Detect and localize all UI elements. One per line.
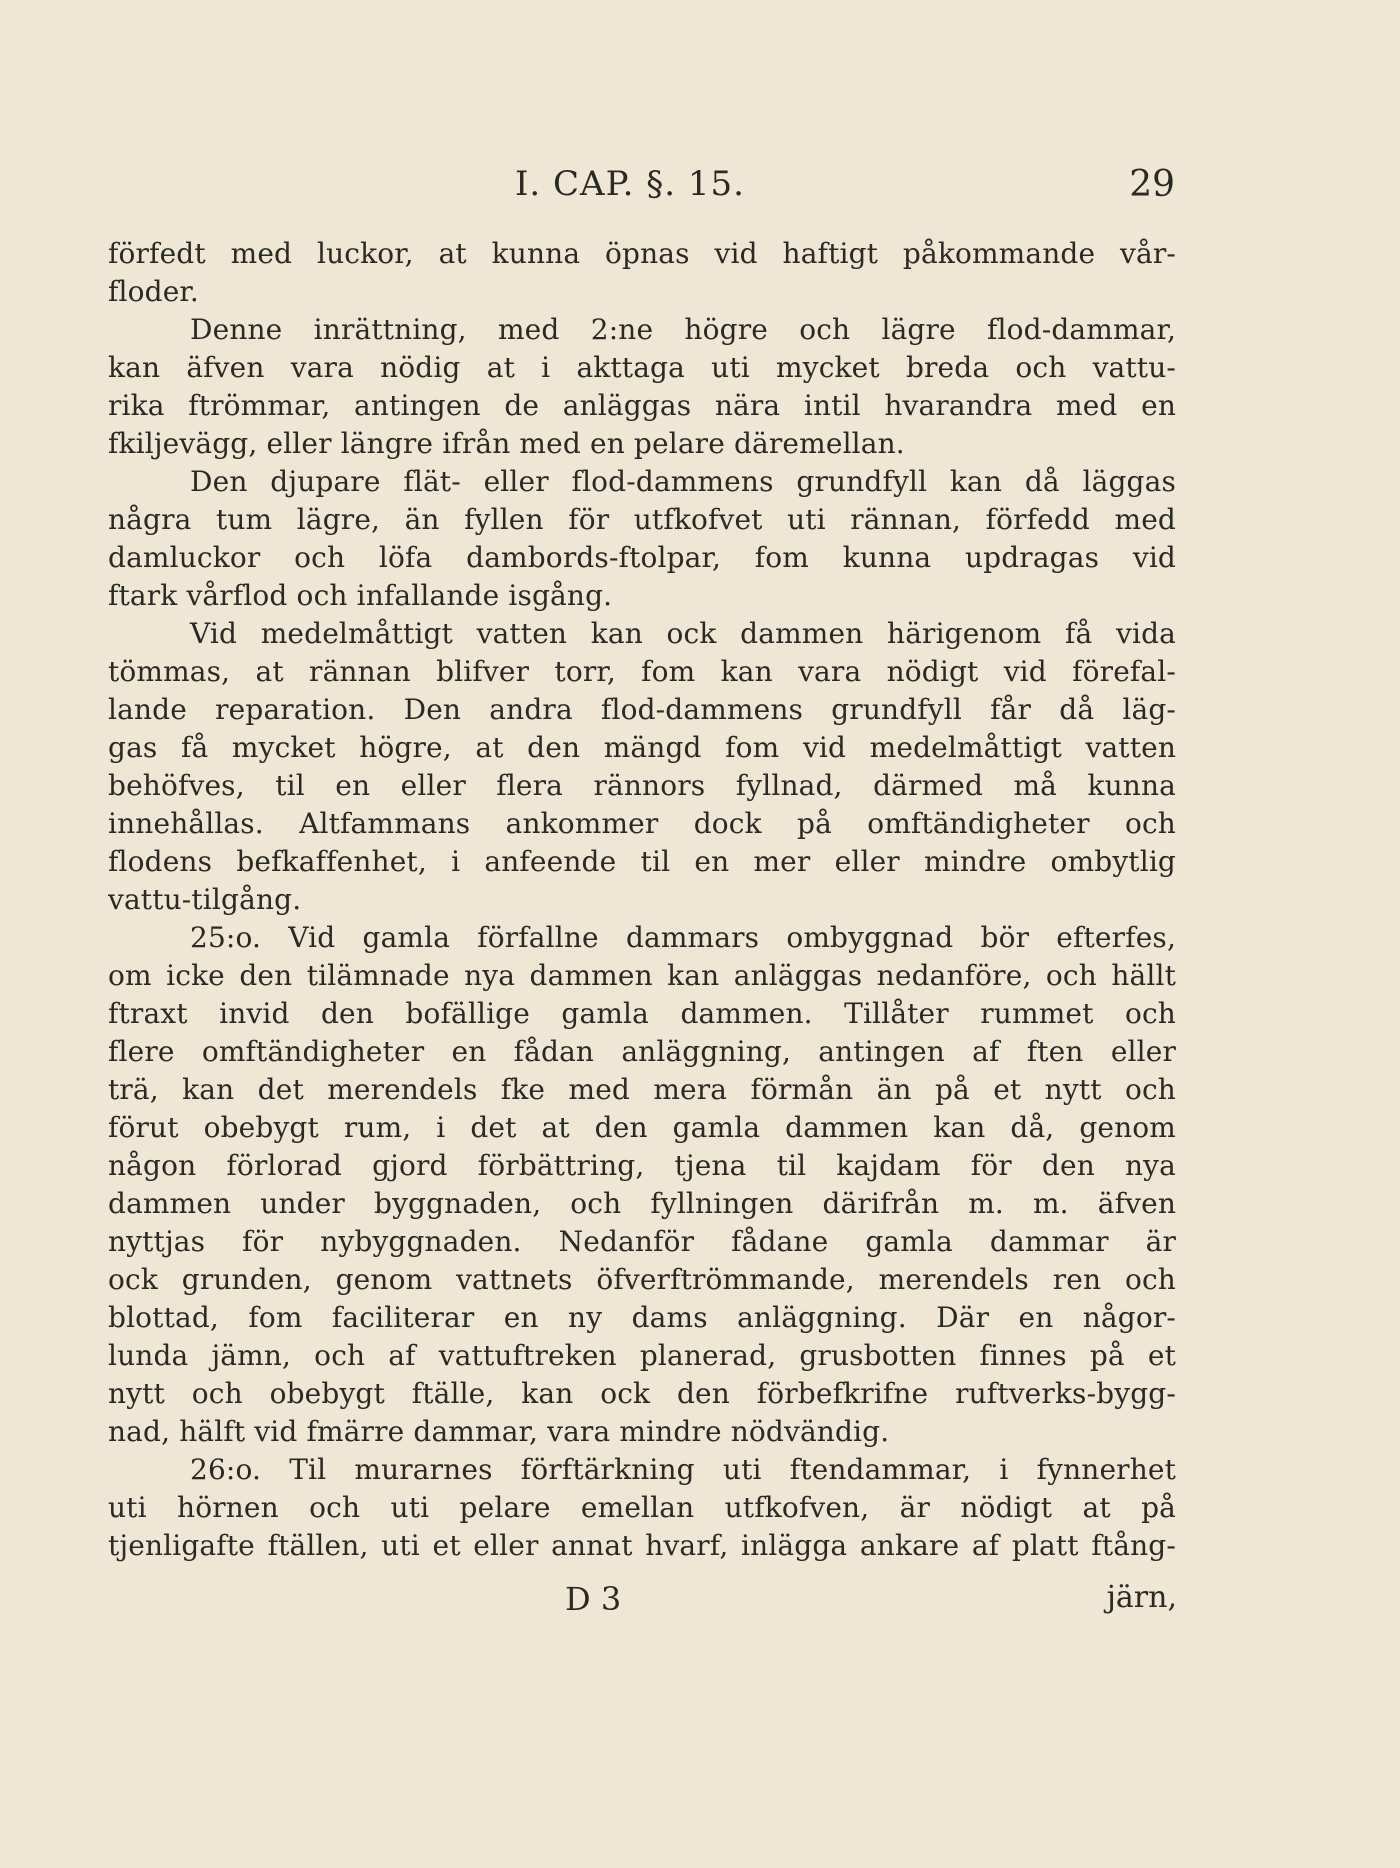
- text-line: flodens befkaffenhet, i anfeende til en mer eller mindre ombytlig: [108, 845, 1176, 878]
- running-title: I. CAP. §. 15.: [515, 164, 745, 204]
- text-line: nad, hälft vid fmärre dammar, vara mindre nödvändig.: [108, 1415, 890, 1448]
- text-line: några tum lägre, än fyllen för utfkofvet uti rännan, förfedd med: [108, 503, 1176, 536]
- signature-mark: D 3: [565, 1580, 622, 1618]
- text-line: floder.: [108, 275, 199, 308]
- text-line: nyttjas för nybyggnaden. Nedanför fådane gamla dammar är: [108, 1225, 1176, 1258]
- text-line: innehållas. Altfammans ankommer dock på omftändigheter och: [108, 807, 1176, 840]
- page-header: [515, 164, 1175, 214]
- text-line: 26:o. Til murarnes förftärkning uti ftendammar, i fynnerhet: [190, 1453, 1176, 1486]
- text-line: lunda jämn, och af vattuftreken planerad, grusbotten finnes på et: [108, 1339, 1176, 1372]
- text-line: Denne inrättning, med 2:ne högre och lägre flod-dammar,: [190, 313, 1176, 346]
- text-line: nytt och obebygt ftälle, kan ock den förbefkrifne ruftverks-bygg-: [108, 1377, 1176, 1410]
- text-line: rika ftrömmar, antingen de anläggas nära intil hvarandra med en: [108, 389, 1176, 422]
- text-line: gas få mycket högre, at den mängd fom vid medelmåttigt vatten: [108, 731, 1176, 764]
- text-line: tömmas, at rännan blifver torr, fom kan vara nödigt vid förefal-: [108, 655, 1176, 688]
- text-line: flere omftändigheter en fådan anläggning, antingen af ften eller: [108, 1035, 1176, 1068]
- text-line: dammen under byggnaden, och fyllningen därifrån m. m. äfven: [108, 1187, 1176, 1220]
- text-line: kan äfven vara nödig at i akttaga uti mycket breda och vattu-: [108, 351, 1176, 384]
- text-line: fkiljevägg, eller längre ifrån med en pelare däremellan.: [108, 427, 905, 460]
- text-line: vattu-tilgång.: [108, 883, 302, 916]
- text-line: lande reparation. Den andra flod-dammens grundfyll får då läg-: [108, 693, 1176, 726]
- text-line: ftark vårflod och infallande isgång.: [108, 579, 613, 612]
- text-line: Den djupare flät- eller flod-dammens grundfyll kan då läggas: [190, 465, 1176, 498]
- page-footer: [565, 1580, 1177, 1625]
- text-line: förut obebygt rum, i det at den gamla dammen kan då, genom: [108, 1111, 1176, 1144]
- text-line: Vid medelmåttigt vatten kan ock dammen härigenom få vida: [190, 617, 1176, 650]
- text-line: tjenligafte ftällen, uti et eller annat hvarf, inlägga ankare af platt ftång-: [108, 1529, 1176, 1562]
- text-line: förfedt med luckor, at kunna öpnas vid haftigt påkommande vår-: [108, 237, 1176, 270]
- text-line: någon förlorad gjord förbättring, tjena til kajdam för den nya: [108, 1149, 1176, 1182]
- text-line: damluckor och löfa dambords-ftolpar, fom kunna updragas vid: [108, 541, 1176, 574]
- text-line: behöfves, til en eller flera rännors fyllnad, därmed må kunna: [108, 769, 1176, 802]
- text-line: om icke den tilämnade nya dammen kan anläggas nedanföre, och hällt: [108, 959, 1176, 992]
- text-line: blottad, fom faciliterar en ny dams anläggning. Där en någor-: [108, 1301, 1176, 1334]
- body-text: [108, 235, 1176, 1565]
- catchword: järn,: [1106, 1580, 1177, 1615]
- text-line: trä, kan det merendels fke med mera förmån än på et nytt och: [108, 1073, 1176, 1106]
- text-line: ftraxt invid den bofällige gamla dammen. Tillåter rummet och: [108, 997, 1176, 1030]
- page-number: 29: [1129, 164, 1175, 205]
- text-line: uti hörnen och uti pelare emellan utfkofven, är nödigt at på: [108, 1491, 1176, 1524]
- text-line: ock grunden, genom vattnets öfverftrömmande, merendels ren och: [108, 1263, 1176, 1296]
- text-line: 25:o. Vid gamla förfallne dammars ombyggnad bör efterfes,: [190, 921, 1176, 954]
